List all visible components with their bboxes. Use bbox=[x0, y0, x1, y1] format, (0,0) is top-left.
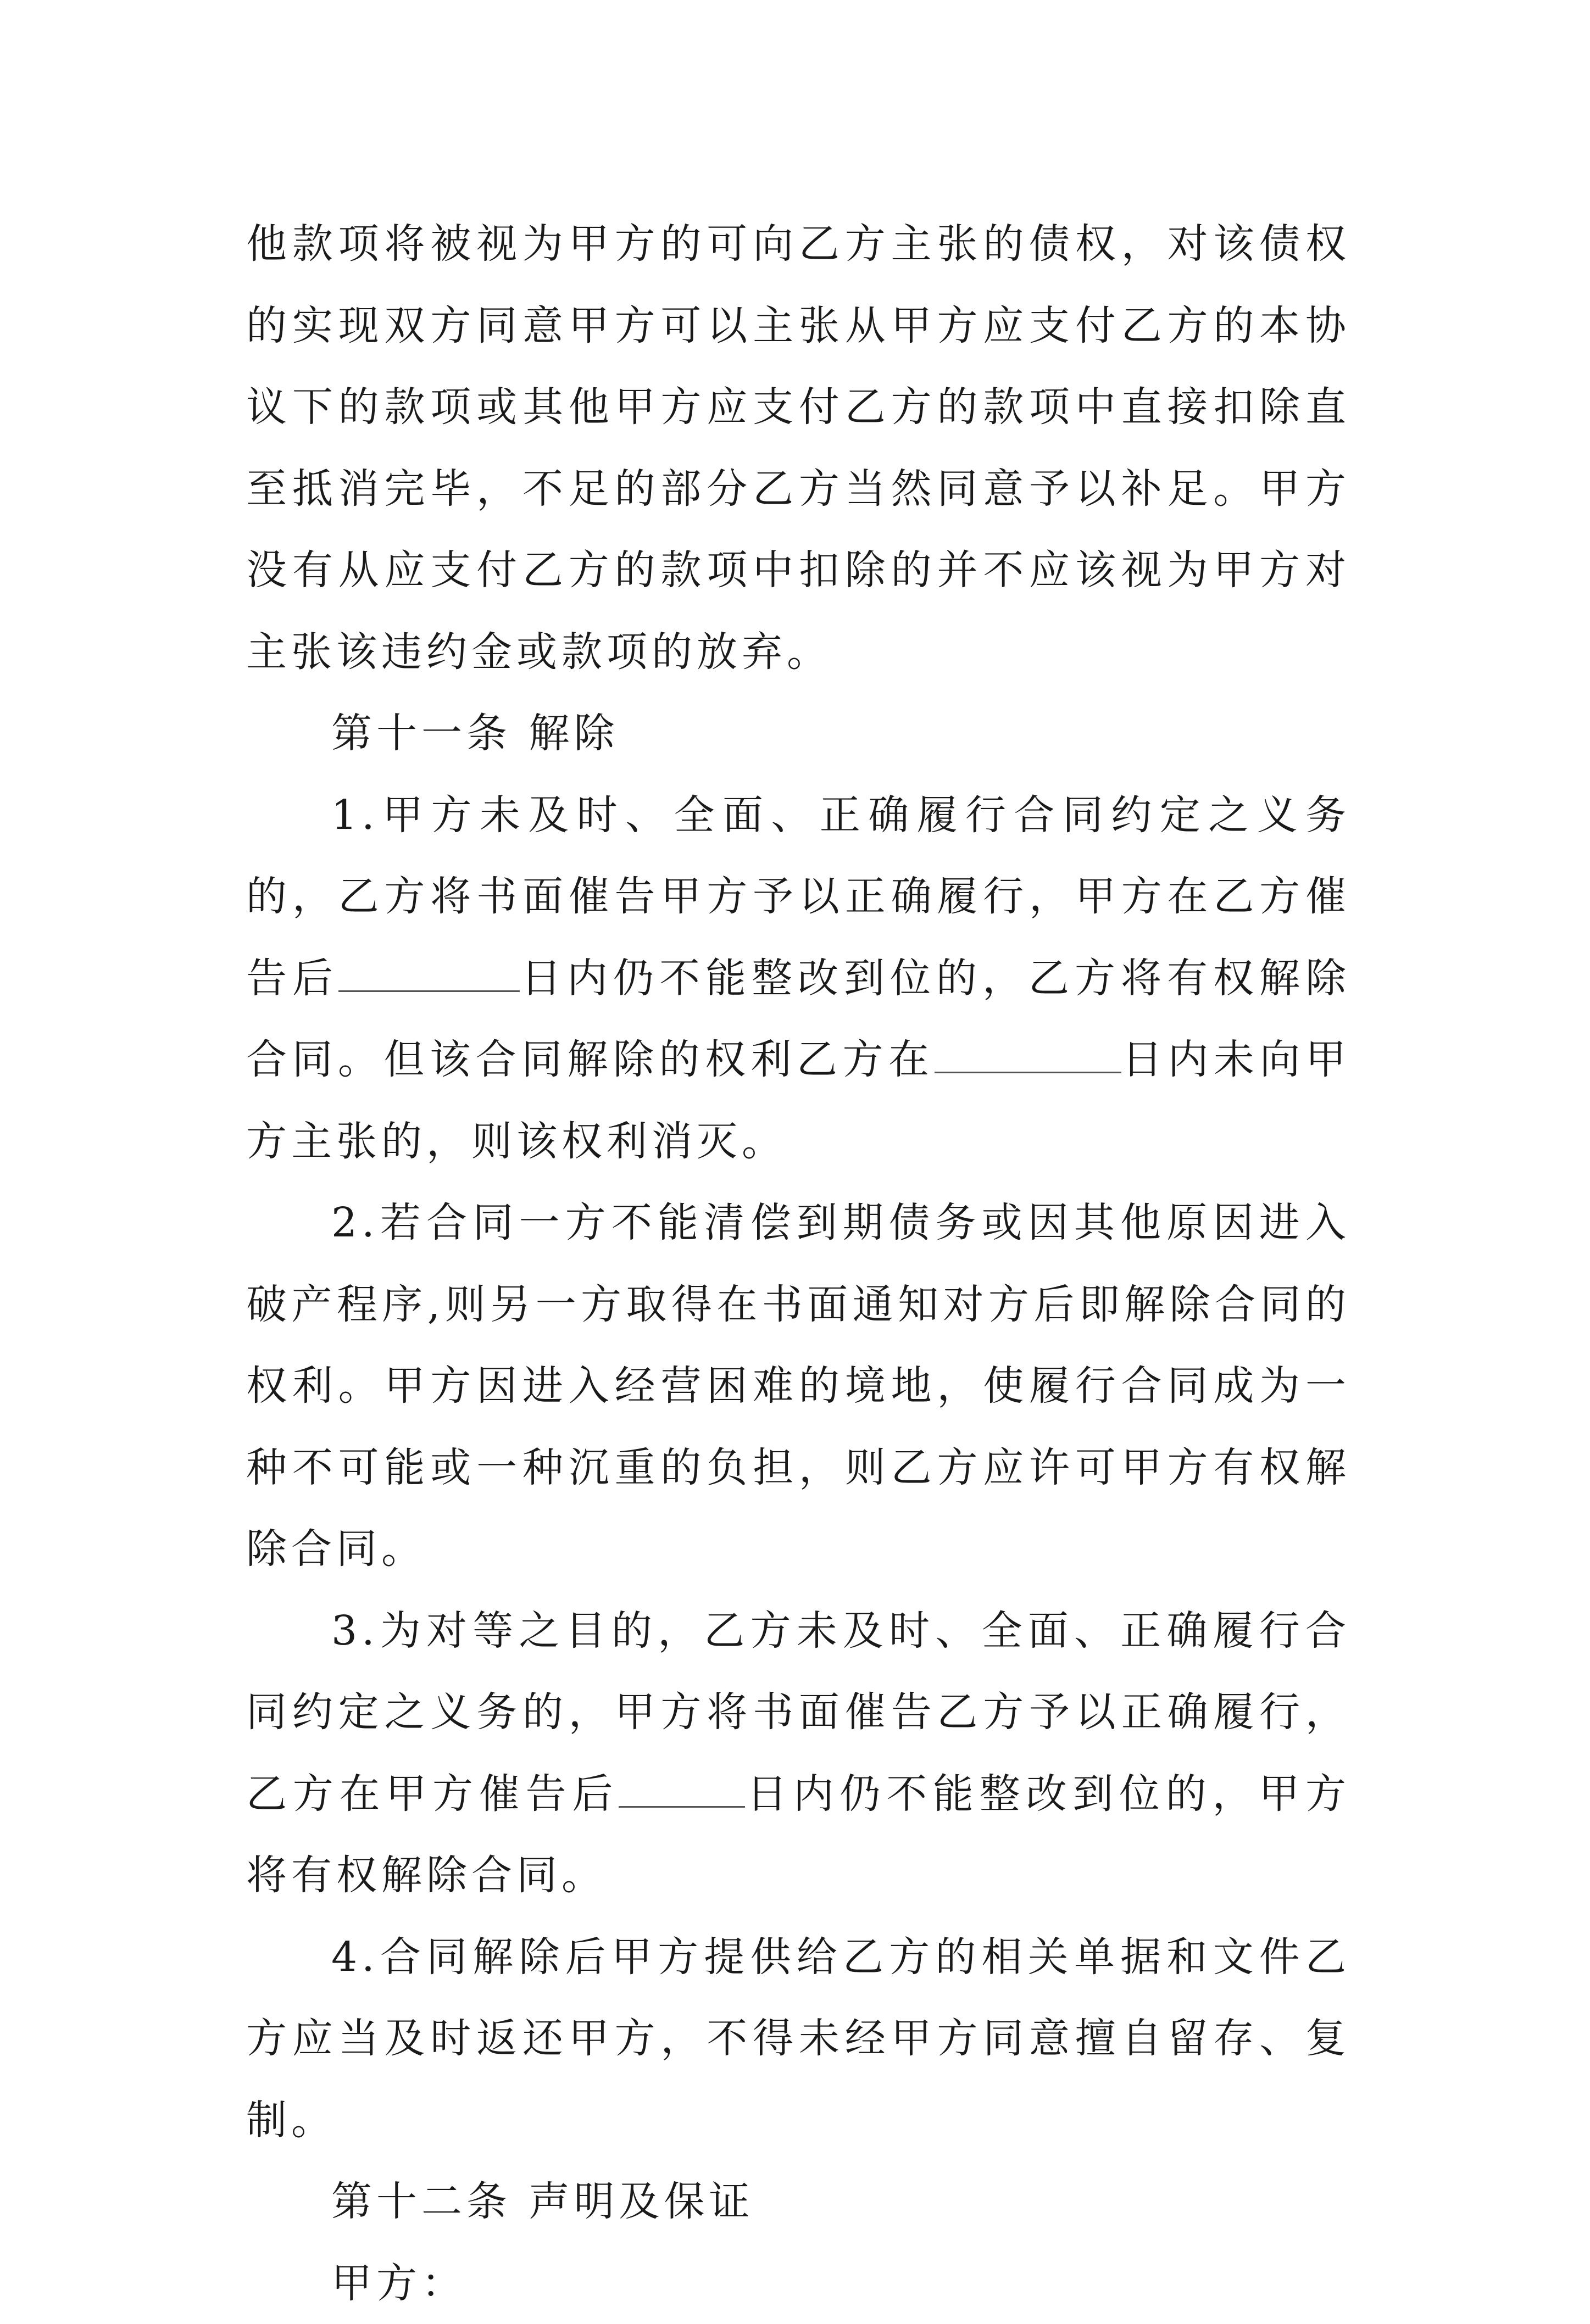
clause-2: 2.若合同一方不能清偿到期债务或因其他原因进入破产程序,则另一方取得在书面通知对方后即解除合同的权利。甲方因进入经营困难的境地，使履行合同成为一种不可能或一种沉重的负担，则乙方应许可甲方有权解除合同。 bbox=[246, 1182, 1350, 1590]
blank-days-1 bbox=[338, 957, 520, 992]
paragraph-continuation: 他款项将被视为甲方的可向乙方主张的债权，对该债权的实现双方同意甲方可以主张从甲方应支付乙方的本协议下的款项或其他甲方应支付乙方的款项中直接扣除直至抵消完毕，不足的部分乙方当然同意予以补足。甲方没有从应支付乙方的款项中扣除的并不应该视为甲方对主张该违约金或款项的放弃。 bbox=[246, 203, 1350, 693]
clause-3-text-part2: 日内仍不能整改到位的，甲方将有权解除合同。 bbox=[246, 1770, 1350, 1899]
party-a-label: 甲方： bbox=[246, 2243, 1350, 2324]
article-11-heading: 第十一条 解除 bbox=[246, 693, 1350, 774]
clause-3-text-part1: 3.为对等之目的，乙方未及时、全面、正确履行合同约定之义务的，甲方将书面催告乙方予以正确履行，乙方在甲方催告后 bbox=[246, 1607, 1350, 1818]
clause-1-text-part1: 1.甲方未及时、全面、正确履行合同约定之义务的，乙方将书面催告甲方予以正确履行，甲方在乙方催告后 bbox=[246, 792, 1350, 1002]
document-body bbox=[246, 203, 1350, 2324]
clause-4: 4.合同解除后甲方提供给乙方的相关单据和文件乙方应当及时返还甲方，不得未经甲方同意擅自留存、复制。 bbox=[246, 1916, 1350, 2161]
article-12-heading: 第十二条 声明及保证 bbox=[246, 2161, 1350, 2243]
blank-days-3 bbox=[619, 1773, 745, 1808]
clause-3 bbox=[246, 1590, 1350, 1916]
clause-1 bbox=[246, 774, 1350, 1183]
clause-1-text-part2: 日内仍不能整改到位的，乙方将有权解除合同。但该合同解除的权利乙方在 bbox=[246, 955, 1350, 1084]
blank-days-2 bbox=[935, 1039, 1121, 1073]
clause-1-text-part3: 日内未向甲方主张的，则该权利消灭。 bbox=[246, 1036, 1350, 1165]
